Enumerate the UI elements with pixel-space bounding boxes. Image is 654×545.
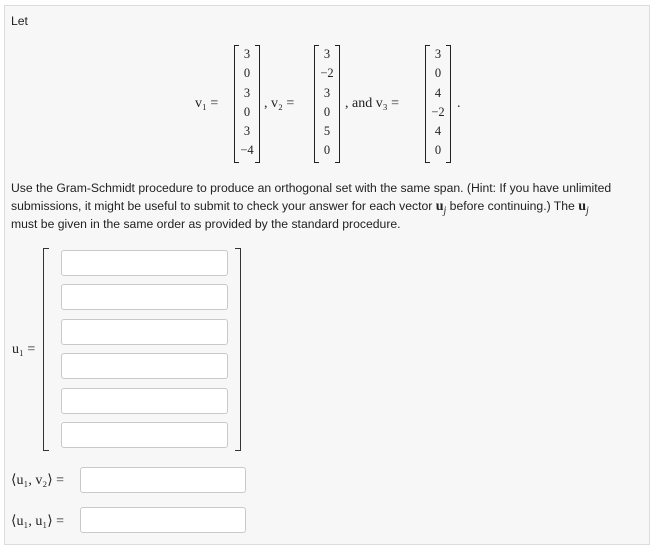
vector-entry: 0	[323, 104, 331, 119]
instruction-line-1: Use the Gram-Schmidt procedure to produce an orthogonal set with the same span. (Hint: If you have unlimited	[11, 181, 612, 195]
vector-v1	[237, 45, 257, 163]
vector-entry: 4	[434, 85, 442, 100]
u1-entry-6-input[interactable]	[61, 422, 228, 448]
inner-product-u1-u1-input[interactable]	[80, 507, 246, 533]
vector-entry: 3	[323, 85, 331, 100]
matrix-left-bracket	[43, 248, 49, 451]
inner-product-u1-v2-label: ⟨u₁, v₂⟩ =	[11, 473, 65, 488]
vector-v3	[428, 45, 448, 163]
vector-entry: 4	[434, 124, 442, 139]
vector-entry: 0	[243, 104, 251, 119]
vector-entry: 0	[323, 143, 331, 158]
vector-entry: 0	[243, 66, 251, 81]
vector-v2	[317, 45, 337, 163]
vector-entry: −4	[240, 143, 254, 158]
vector-entry: −2	[320, 66, 334, 81]
u1-label: u₁ =	[12, 342, 36, 357]
inner-product-u1-v2-input[interactable]	[80, 467, 246, 493]
inner-product-u1-u1-label: ⟨u₁, u₁⟩ =	[11, 514, 65, 529]
vectors-period: .	[457, 96, 461, 111]
vector-entry: 3	[243, 47, 251, 61]
vector-entry: 3	[243, 124, 251, 139]
u1-entry-5-input[interactable]	[61, 388, 228, 414]
uj-variable: u	[578, 199, 586, 214]
v3-label: , and v₃ =	[345, 96, 399, 111]
matrix-right-bracket	[235, 248, 241, 451]
vector-entry: 5	[323, 124, 331, 139]
instruction-line-3: must be given in the same order as provided by the standard procedure.	[11, 217, 401, 231]
vector-entry: 3	[323, 47, 331, 61]
v2-label: , v₂ =	[264, 96, 295, 111]
instruction-line-2: submissions, it might be useful to submit to check your answer for each vector $u_j$ before continuing.) The $u_j$	[11, 199, 589, 217]
vector-entry: 0	[434, 66, 442, 81]
vector-entry: 3	[434, 47, 442, 61]
u1-entry-4-input[interactable]	[61, 353, 228, 379]
u1-entry-2-input[interactable]	[61, 284, 228, 310]
uj-variable: u	[435, 199, 444, 214]
vector-entry: 0	[434, 143, 442, 158]
v1-label: v₁ =	[195, 96, 219, 111]
vector-entry: −2	[431, 104, 445, 119]
intro-text: Let	[11, 14, 28, 28]
u1-entry-3-input[interactable]	[61, 319, 228, 345]
vector-entry: 3	[243, 85, 251, 100]
u1-entry-1-input[interactable]	[61, 250, 228, 276]
